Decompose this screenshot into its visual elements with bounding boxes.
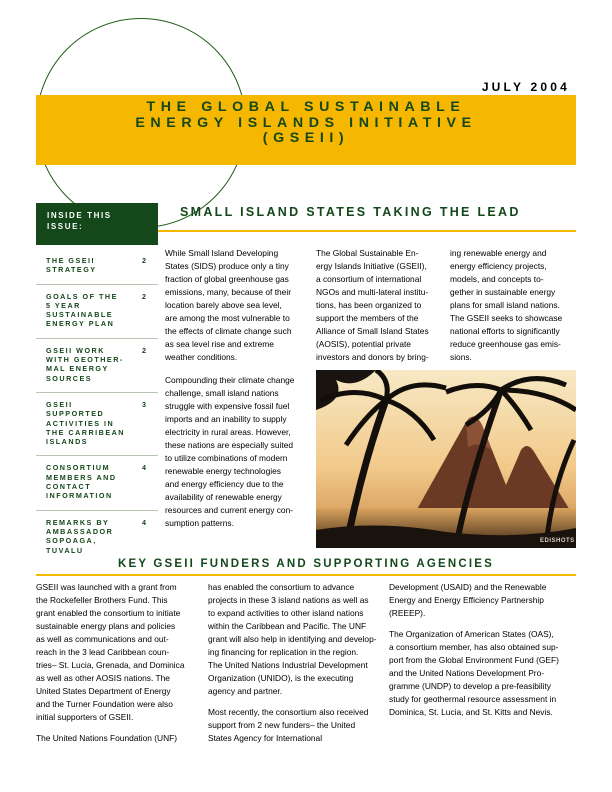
text-line: resources and current energy con-	[165, 505, 294, 515]
sidebar-heading	[36, 203, 158, 245]
text-line: grant will also help in identifying and develop-	[208, 634, 377, 644]
text-line: and the United Nations Development Pro-	[389, 668, 545, 678]
text-line: gether in sustainable energy	[450, 287, 556, 297]
text-line: and energy efficiency due to the	[165, 479, 284, 489]
toc-line: CONSORTIUM	[46, 463, 111, 473]
article-column	[316, 247, 444, 374]
toc-line: GOALS OF THE	[46, 291, 118, 301]
text-line: ing renewable energy and	[450, 248, 547, 258]
text-line: Energy and Energy Efficiency Partnership	[389, 595, 544, 605]
toc-line: STRATEGY	[46, 265, 97, 275]
text-line: tions, has been organized to	[316, 300, 422, 310]
paragraph	[36, 581, 202, 724]
article-column	[36, 581, 202, 753]
text-line: are among the most vulnerable to	[165, 313, 290, 323]
toc-item-caribbean[interactable]	[36, 397, 158, 456]
text-line: (REEEP).	[389, 608, 426, 618]
text-line: sustainable energy plans and policies	[36, 621, 176, 631]
text-line: Dominica, St. Lucia, and St. Kitts and Nevis.	[389, 707, 553, 717]
section-heading: SMALL ISLAND STATES TAKING THE LEAD	[180, 205, 521, 219]
toc-item-consortium[interactable]	[36, 460, 158, 510]
title-line: (GSEII)	[262, 130, 350, 146]
section-heading: KEY GSEII FUNDERS AND SUPPORTING AGENCIES	[117, 558, 495, 570]
text-line: challenge, small island nations	[165, 388, 279, 398]
toc-line: ENERGY PLAN	[46, 319, 115, 329]
toc-item-geothermal[interactable]	[36, 343, 158, 393]
text-line: gramme (UNDP) to develop a pre-feasibility	[389, 681, 551, 691]
text-line: ergy Islands Initiative (GSEII),	[316, 261, 427, 271]
text-line: imports and an inability to supply	[165, 414, 287, 424]
toc-line: ACTIVITIES IN	[46, 418, 115, 428]
text-line: electricity in rural areas. However,	[165, 427, 291, 437]
article-column	[165, 247, 310, 540]
text-line: models, and concepts to-	[450, 274, 544, 284]
paragraph	[208, 581, 384, 698]
text-line: a consortium member, has also obtained sup-	[389, 642, 559, 652]
text-line: support from 2 new funders– the United	[208, 720, 356, 730]
text-line: energy efficiency projects,	[450, 261, 547, 271]
toc-line: GSEII	[46, 399, 73, 409]
text-line: weather conditions.	[165, 352, 238, 362]
text-line: reduce greenhouse gas emis-	[450, 339, 561, 349]
toc-line: SOPOAGA,	[46, 536, 97, 546]
text-line: (AOSIS), potential private	[316, 339, 411, 349]
text-line: States (SIDS) produce only a tiny	[165, 261, 289, 271]
text-line: Development (USAID) and the Renewable	[389, 582, 547, 592]
toc-item-remarks[interactable]	[36, 515, 158, 564]
toc-page-number: 4	[142, 463, 146, 473]
toc-line: THE GSEII	[46, 256, 96, 265]
toc-line: MAL ENERGY	[46, 364, 109, 374]
article-column	[450, 247, 576, 374]
text-line: tries– St. Lucia, Grenada, and Dominica	[36, 660, 185, 670]
article-column	[389, 581, 579, 727]
text-line: Alliance of Small Island States	[316, 326, 429, 336]
text-line: The United Nations Foundation (UNF)	[36, 733, 178, 743]
text-line: The Organization of American States (OAS),	[389, 629, 554, 639]
text-line: to expand activities to other island nations	[208, 608, 364, 618]
issue-date: JULY 2004	[481, 80, 570, 94]
paragraph	[165, 247, 310, 364]
text-line: NGOs and multi-lateral institu-	[316, 287, 429, 297]
toc-line: CONTACT	[46, 482, 92, 492]
paragraph	[389, 581, 579, 620]
text-line: The Global Sustainable En-	[316, 248, 419, 258]
article-column	[208, 581, 384, 753]
toc-line: 5 YEAR	[46, 300, 81, 310]
toc-line: THE CARRIBEAN	[46, 427, 125, 437]
text-line: The United Nations Industrial Development	[208, 660, 368, 670]
newsletter-title	[36, 100, 576, 147]
text-line: these nations are especially suited	[165, 440, 294, 450]
text-line: study for geothermal resource assessment in	[389, 694, 557, 704]
toc-line: SUPPORTED	[46, 409, 105, 419]
text-line: the Rockefeller Brothers Fund. This	[36, 595, 168, 605]
text-line: sumption patterns.	[165, 518, 234, 528]
text-line: The GSEII seeks to showcase	[450, 313, 563, 323]
toc-line: INFORMATION	[46, 491, 113, 501]
text-line: initial supporters of GSEII.	[36, 712, 134, 722]
text-line: as well as other AOSIS nations. The	[36, 673, 170, 683]
text-line: reach in the 3 lead Caribbean coun-	[36, 647, 170, 657]
text-line: support the members of the	[316, 313, 419, 323]
text-line: emissions, many, because of their	[165, 287, 291, 297]
paragraph	[208, 706, 384, 745]
text-line: Compounding their climate change	[165, 375, 295, 385]
toc-page-number: 4	[142, 517, 146, 527]
text-line: investors and donors by bring-	[316, 352, 429, 362]
tropical-island-photo	[316, 370, 576, 548]
sidebar-heading-line: INSIDE THIS	[47, 211, 112, 220]
text-line: ing financing for replication in the region.	[208, 647, 359, 657]
toc-line: REMARKS BY	[46, 517, 110, 527]
toc-line: SOURCES	[46, 373, 93, 383]
title-line: THE GLOBAL SUSTAINABLE	[146, 99, 466, 115]
toc-page-number: 2	[142, 345, 146, 355]
toc-line: ISLANDS	[46, 437, 89, 447]
text-line: to utilize combinations of modern	[165, 453, 288, 463]
paragraph	[165, 374, 310, 530]
paragraph	[316, 247, 444, 364]
toc-line: MEMBERS AND	[46, 472, 117, 482]
divider	[158, 230, 576, 232]
toc-item-strategy[interactable]	[36, 253, 158, 285]
toc-line: TUVALU	[46, 545, 84, 555]
text-line: agency and partner.	[208, 686, 283, 696]
paragraph	[450, 247, 576, 364]
toc-page-number: 3	[142, 399, 146, 409]
paragraph	[36, 732, 202, 745]
title-line: ENERGY ISLANDS INITIATIVE	[135, 114, 477, 131]
toc-page-number: 2	[142, 291, 146, 301]
text-line: plans for small island nations.	[450, 300, 560, 310]
paragraph	[389, 628, 579, 719]
toc-item-goals[interactable]	[36, 289, 158, 339]
toc-line: GSEII WORK	[46, 345, 105, 355]
text-line: Organization (UNIDO), is the executing	[208, 673, 354, 683]
text-line: United States Department of Energy	[36, 686, 171, 696]
text-line: port from the Global Environment Fund (GEF)	[389, 655, 559, 665]
toc-line: AMBASSADOR	[46, 526, 114, 536]
text-line: GSEII was launched with a grant from	[36, 582, 177, 592]
text-line: and the Turner Foundation were also	[36, 699, 173, 709]
text-line: within the Caribbean and Pacific. The UNF	[208, 621, 367, 631]
text-line: as well as communications and out-	[36, 634, 169, 644]
text-line: sions.	[450, 352, 472, 362]
text-line: availability of renewable energy	[165, 492, 282, 502]
text-line: struggle with expensive fossil fuel	[165, 401, 290, 411]
text-line: projects in these 3 island nations as well as	[208, 595, 369, 605]
text-line: has enabled the consortium to advance	[208, 582, 355, 592]
text-line: Most recently, the consortium also received	[208, 707, 369, 717]
text-line: grant enabled the consortium to initiate	[36, 608, 181, 618]
toc-line: SUSTAINABLE	[46, 310, 114, 320]
text-line: the effects of climate change such	[165, 326, 292, 336]
photo-credit: EDISHOTS	[540, 538, 575, 544]
toc-page-number: 2	[142, 256, 146, 265]
toc-line: WITH GEOTHER-	[46, 355, 124, 365]
text-line: location barely above sea level,	[165, 300, 282, 310]
table-of-contents	[36, 253, 158, 568]
text-line: as sea level rise and extreme	[165, 339, 274, 349]
text-line: States Agency for International	[208, 733, 323, 743]
text-line: a consortium of international	[316, 274, 422, 284]
text-line: renewable energy technologies	[165, 466, 281, 476]
sidebar-heading-line: ISSUE:	[47, 221, 84, 231]
text-line: national efforts to significantly	[450, 326, 560, 336]
divider	[36, 574, 576, 576]
text-line: While Small Island Developing	[165, 248, 279, 258]
text-line: fraction of global greenhouse gas	[165, 274, 289, 284]
